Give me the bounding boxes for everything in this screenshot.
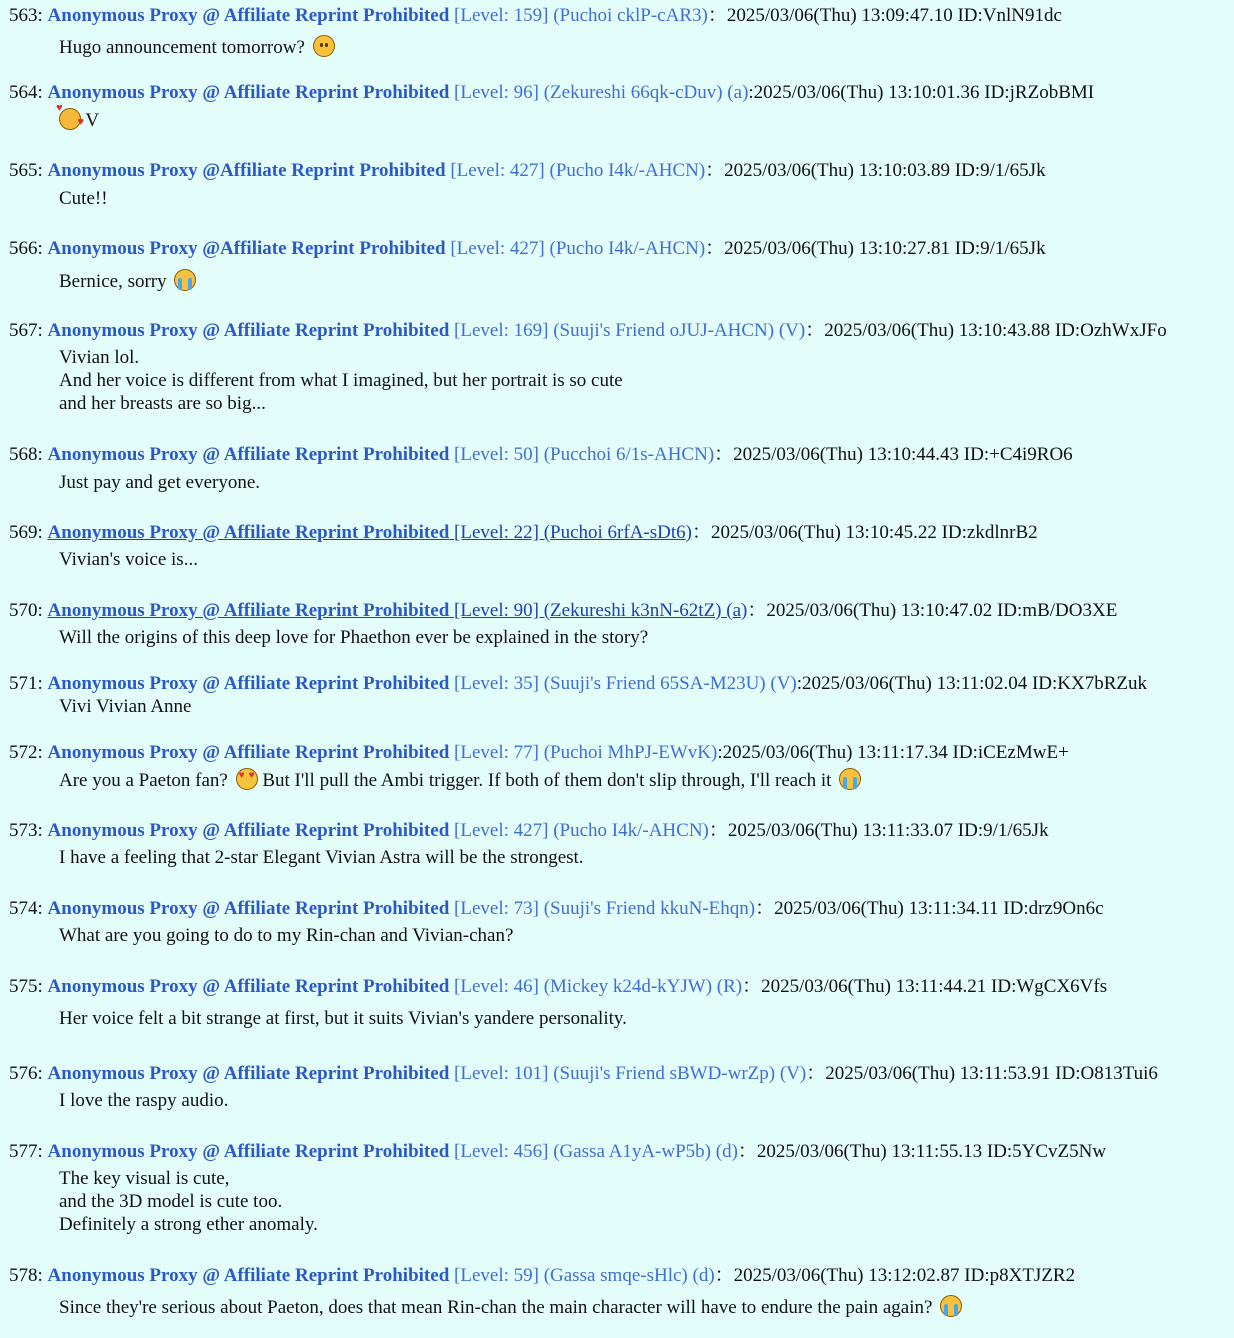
post-body	[59, 1007, 627, 1030]
poster-name[interactable]: Anonymous Proxy @ Affiliate Reprint Prohibited	[47, 600, 450, 621]
post-number[interactable]: 575:	[9, 976, 43, 997]
post-line-cont: But I'll pull the Ambi trigger. If both of them don't slip through, I'll reach it	[262, 770, 832, 791]
post-line: Definitely a strong ether anomaly.	[59, 1214, 318, 1235]
post-number[interactable]: 571:	[9, 673, 43, 694]
poster-meta: [Level: 46] (Mickey k24d-kYJW) (R)	[454, 976, 743, 997]
poster-meta: [Level: 159] (Puchoi cklP-cAR3)	[454, 5, 708, 26]
loudly-crying-face-icon	[839, 768, 861, 790]
post-line: V	[85, 110, 100, 131]
post-body	[59, 35, 335, 58]
post-number[interactable]: 578:	[9, 1265, 43, 1286]
poster-link[interactable]	[48, 600, 748, 621]
post-number[interactable]: 568:	[9, 444, 43, 465]
post-body	[59, 846, 584, 869]
post-header	[9, 5, 1062, 27]
post-body	[59, 695, 191, 718]
post-body	[59, 1295, 962, 1318]
poster-name[interactable]: Anonymous Proxy @ Affiliate Reprint Prohibited	[47, 522, 450, 543]
poster-link[interactable]	[48, 522, 692, 543]
post-body	[59, 346, 623, 415]
post-date-id: ：2025/03/06(Thu) 13:10:43.88 ID:OzhWxJFo	[805, 320, 1167, 341]
post-date-id: ：2025/03/06(Thu) 13:11:53.91 ID:O813Tui6	[806, 1063, 1158, 1084]
post-body	[59, 471, 260, 494]
post-line: Just pay and get everyone.	[59, 472, 261, 493]
post-body	[59, 1089, 228, 1112]
poster-meta: [Level: 73] (Suuji's Friend kkuN-Ehqn)	[454, 898, 756, 919]
poster-name[interactable]: Anonymous Proxy @Affiliate Reprint Prohibited	[47, 238, 446, 259]
poster-meta: [Level: 77] (Puchoi MhPJ-EWvK)	[454, 742, 718, 763]
poster-name[interactable]: Anonymous Proxy @ Affiliate Reprint Prohibited	[47, 898, 450, 919]
poster-name[interactable]: Anonymous Proxy @ Affiliate Reprint Prohibited	[47, 673, 450, 694]
poster-name[interactable]: Anonymous Proxy @ Affiliate Reprint Prohibited	[47, 5, 450, 26]
poster-meta: [Level: 427] (Pucho I4k/-AHCN)	[450, 160, 706, 181]
post-number[interactable]: 569:	[9, 522, 43, 543]
post-header	[9, 1063, 1158, 1085]
poster-meta: [Level: 427] (Pucho I4k/-AHCN)	[450, 238, 706, 259]
post-number[interactable]: 567:	[9, 320, 43, 341]
poster-name[interactable]: Anonymous Proxy @Affiliate Reprint Prohibited	[47, 160, 446, 181]
post-header	[9, 522, 1038, 544]
post-header	[9, 898, 1104, 920]
post-date-id: ：2025/03/06(Thu) 13:11:34.11 ID:drz9On6c	[755, 898, 1104, 919]
poster-name[interactable]: Anonymous Proxy @ Affiliate Reprint Prohibited	[47, 820, 450, 841]
post-line: Bernice, sorry	[59, 271, 167, 292]
post-date-id: ：2025/03/06(Thu) 13:10:27.81 ID:9/1/65Jk	[705, 238, 1046, 259]
poster-meta[interactable]: [Level: 22] (Puchoi 6rfA-sDt6)	[454, 522, 692, 543]
post-date-id: ：2025/03/06(Thu) 13:09:47.10 ID:VnlN91dc	[707, 5, 1062, 26]
post-date-id: ：2025/03/06(Thu) 13:10:45.22 ID:zkdlnrB2	[691, 522, 1038, 543]
poster-meta: [Level: 456] (Gassa A1yA-wP5b) (d)	[454, 1141, 738, 1162]
post-header	[9, 673, 1147, 695]
post-header	[9, 820, 1049, 842]
post-line: Hugo announcement tomorrow?	[59, 37, 305, 58]
post-number[interactable]: 577:	[9, 1141, 43, 1162]
post-line: Are you a Paeton fan?	[59, 770, 228, 791]
post-number[interactable]: 574:	[9, 898, 43, 919]
poster-meta: [Level: 96] (Zekureshi 66qk-cDuv) (a)	[454, 82, 749, 103]
post-line: And her voice is different from what I imagined, but her portrait is so cute	[59, 370, 623, 391]
post-number[interactable]: 573:	[9, 820, 43, 841]
post-header	[9, 742, 1069, 764]
post-date-id: ：2025/03/06(Thu) 13:11:33.07 ID:9/1/65Jk	[708, 820, 1049, 841]
post-line: Vivian's voice is...	[59, 549, 198, 570]
post-header	[9, 320, 1167, 342]
post-date-id: :2025/03/06(Thu) 13:11:17.34 ID:iCEzMwE+	[717, 742, 1069, 763]
post-line: What are you going to do to my Rin-chan and Vivian-chan?	[59, 925, 514, 946]
post-line: Since they're serious about Paeton, does that mean Rin-chan the main character will have to endure the pain again?	[59, 1297, 933, 1318]
post-number[interactable]: 565:	[9, 160, 43, 181]
post-header	[9, 160, 1046, 182]
post-line: I love the raspy audio.	[59, 1090, 229, 1111]
poster-name[interactable]: Anonymous Proxy @ Affiliate Reprint Prohibited	[47, 976, 450, 997]
poster-meta: [Level: 427] (Pucho I4k/-AHCN)	[454, 820, 709, 841]
post-line: Vivi Vivian Anne	[59, 696, 192, 717]
post-date-id: ：2025/03/06(Thu) 13:10:03.89 ID:9/1/65Jk	[705, 160, 1046, 181]
post-body	[59, 108, 99, 131]
poster-name[interactable]: Anonymous Proxy @ Affiliate Reprint Prohibited	[47, 82, 450, 103]
poster-name[interactable]: Anonymous Proxy @ Affiliate Reprint Prohibited	[47, 1265, 450, 1286]
post-number[interactable]: 576:	[9, 1063, 43, 1084]
poster-meta: [Level: 50] (Pucchoi 6/1s-AHCN)	[454, 444, 715, 465]
confused-face-icon	[313, 35, 335, 57]
post-line: Cute!!	[59, 188, 108, 209]
post-body	[59, 626, 648, 649]
post-line: and the 3D model is cute too.	[59, 1191, 283, 1212]
star-struck-face-icon	[236, 768, 258, 790]
post-body	[59, 269, 196, 292]
post-date-id: ：2025/03/06(Thu) 13:11:55.13 ID:5YCvZ5Nw	[737, 1141, 1107, 1162]
post-line: Vivian lol.	[59, 347, 140, 368]
post-header	[9, 238, 1046, 260]
poster-meta: [Level: 169] (Suuji's Friend oJUJ-AHCN) (V)	[454, 320, 806, 341]
loudly-crying-face-icon	[174, 269, 196, 291]
post-number[interactable]: 566:	[9, 238, 43, 259]
post-number[interactable]: 564:	[9, 82, 43, 103]
post-body	[59, 924, 513, 947]
poster-name[interactable]: Anonymous Proxy @ Affiliate Reprint Prohibited	[47, 444, 450, 465]
post-date-id: :2025/03/06(Thu) 13:11:02.04 ID:KX7bRZuk	[796, 673, 1148, 694]
post-date-id: ：2025/03/06(Thu) 13:11:44.21 ID:WgCX6Vfs	[742, 976, 1108, 997]
post-number[interactable]: 563:	[9, 5, 43, 26]
post-body	[59, 1167, 318, 1236]
poster-name[interactable]: Anonymous Proxy @ Affiliate Reprint Prohibited	[47, 1141, 450, 1162]
post-header	[9, 1265, 1075, 1287]
post-date-id: ：2025/03/06(Thu) 13:12:02.87 ID:p8XTJZR2	[714, 1265, 1076, 1286]
poster-meta[interactable]: [Level: 90] (Zekureshi k3nN-62tZ) (a)	[454, 600, 748, 621]
post-line: and her breasts are so big...	[59, 393, 266, 414]
post-header	[9, 976, 1107, 998]
poster-meta: [Level: 101] (Suuji's Friend sBWD-wrZp) (V)	[454, 1063, 807, 1084]
post-line: The key visual is cute,	[59, 1168, 230, 1189]
post-line: Her voice felt a bit strange at first, but it suits Vivian's yandere personality.	[59, 1008, 627, 1029]
post-date-id: ：2025/03/06(Thu) 13:10:47.02 ID:mB/DO3XE	[747, 600, 1118, 621]
post-body	[59, 187, 108, 210]
post-header	[9, 1141, 1106, 1163]
post-number[interactable]: 572:	[9, 742, 43, 763]
poster-name[interactable]: Anonymous Proxy @ Affiliate Reprint Prohibited	[47, 742, 450, 763]
poster-meta: [Level: 59] (Gassa smqe-sHlc) (d)	[454, 1265, 715, 1286]
poster-name[interactable]: Anonymous Proxy @ Affiliate Reprint Prohibited	[47, 1063, 450, 1084]
smiling-face-with-hearts-icon	[59, 108, 81, 130]
post-line: Will the origins of this deep love for Phaethon ever be explained in the story?	[59, 627, 649, 648]
post-line: I have a feeling that 2-star Elegant Vivian Astra will be the strongest.	[59, 847, 584, 868]
post-header	[9, 82, 1094, 104]
post-number[interactable]: 570:	[9, 600, 43, 621]
poster-name[interactable]: Anonymous Proxy @ Affiliate Reprint Prohibited	[47, 320, 450, 341]
post-body	[59, 768, 861, 791]
post-header	[9, 444, 1073, 466]
post-body	[59, 548, 198, 571]
post-date-id: :2025/03/06(Thu) 13:10:01.36 ID:jRZobBMI	[748, 82, 1095, 103]
poster-meta: [Level: 35] (Suuji's Friend 65SA-M23U) (V)	[454, 673, 797, 694]
loudly-crying-face-icon	[940, 1295, 962, 1317]
post-header	[9, 600, 1117, 622]
post-date-id: ：2025/03/06(Thu) 13:10:44.43 ID:+C4i9RO6	[714, 444, 1073, 465]
